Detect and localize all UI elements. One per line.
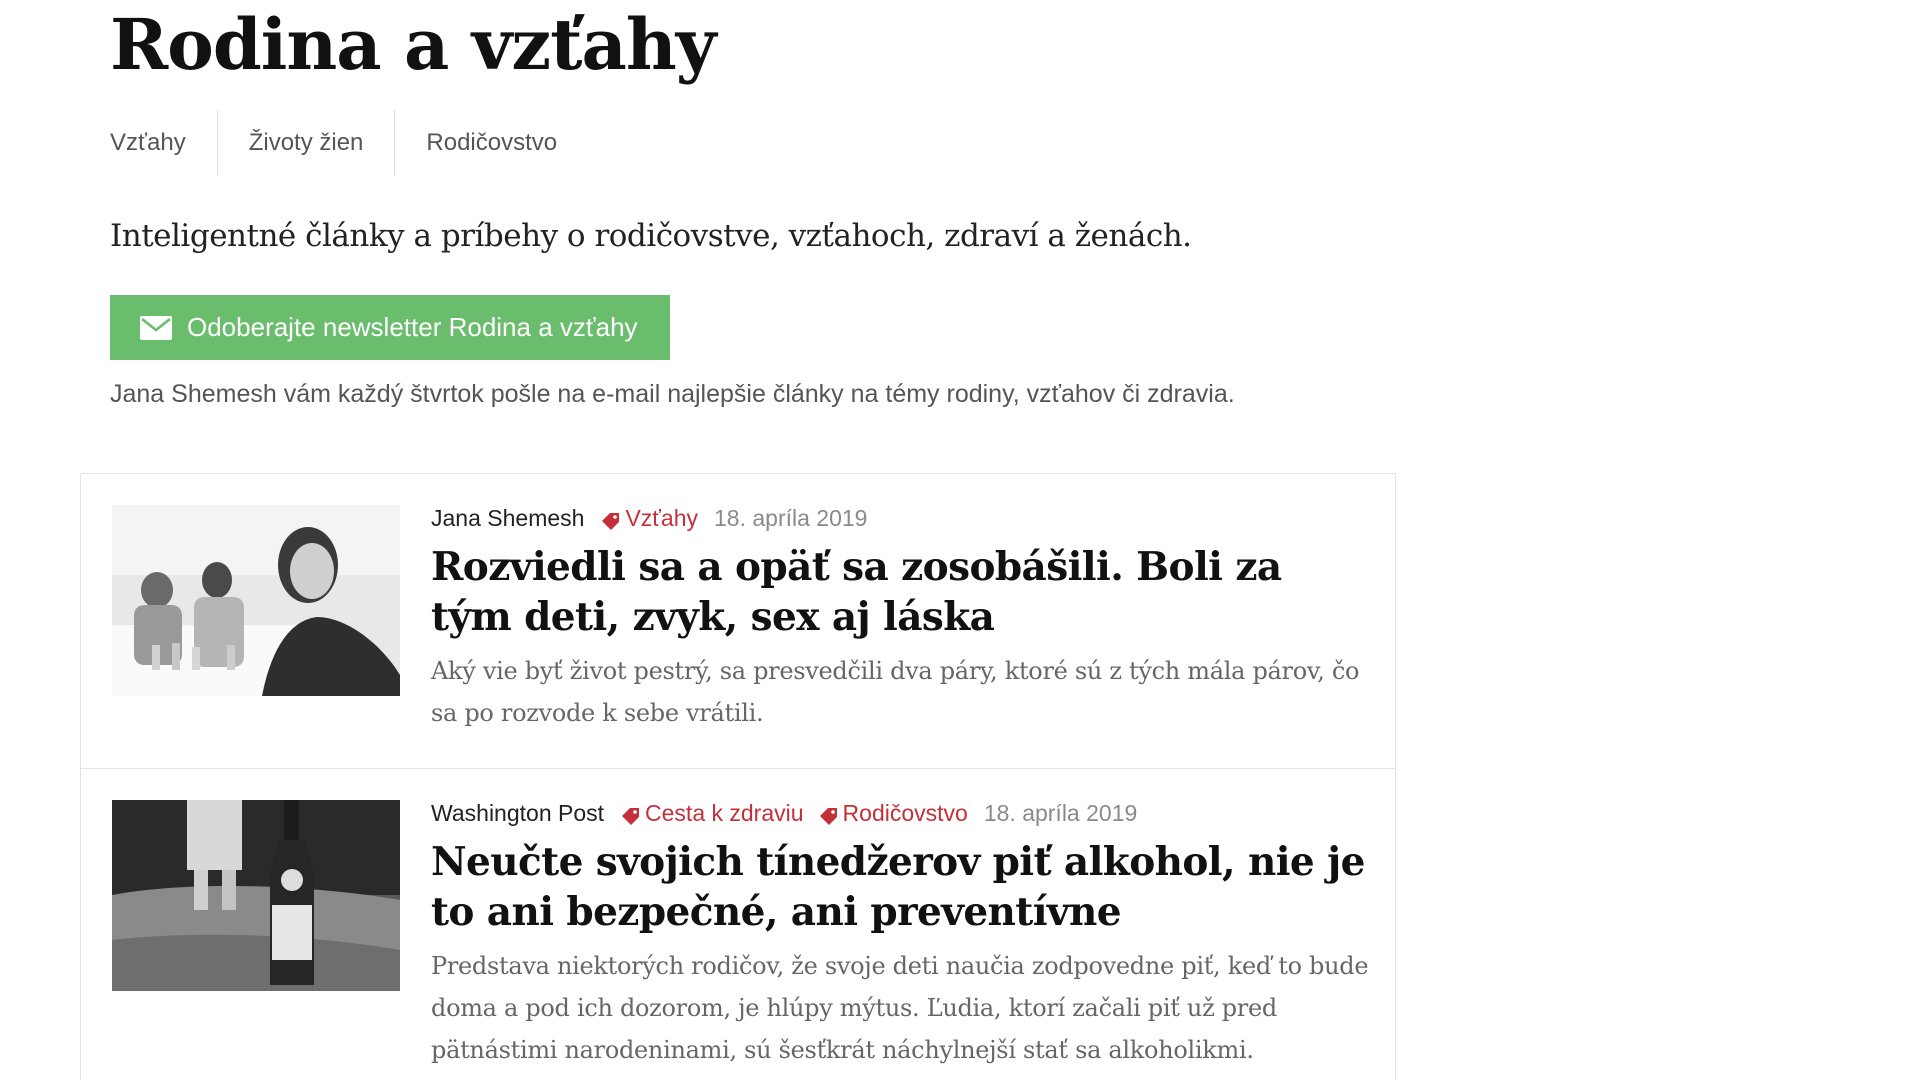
wedding-table-photo [112,505,400,696]
article-body [431,795,1371,1071]
beer-bottle-photo [112,800,400,991]
envelope-icon [140,316,172,340]
article-tag[interactable] [602,505,698,532]
article-tag[interactable] [820,800,968,827]
article-title[interactable]: Rozviedli sa a opäť sa zosobášili. Boli za tým deti, zvyk, sex aj láska [431,544,1282,640]
newsletter-subscribe-button[interactable] [110,295,670,360]
article-meta [431,795,1371,831]
subnav-item-rodicovstvo[interactable]: Rodičovstvo [394,110,588,176]
article-item[interactable] [81,769,1395,1063]
article-tag-label: Cesta k zdraviu [645,799,804,826]
newsletter-note: Jana Shemesh vám každý štvrtok pošle na e-mail najlepšie články na témy rodiny, vzťahov či zdravia. [110,380,1235,408]
article-body [431,500,1371,734]
newsletter-button-label: Odoberajte newsletter Rodina a vzťahy [187,312,638,342]
tag-icon [820,804,838,822]
article-meta [431,500,1371,536]
tag-icon [602,509,620,527]
article-thumbnail[interactable] [112,800,400,991]
article-title[interactable]: Neučte svojich tínedžerov piť alkohol, nie je to ani bezpečné, ani preventívne [431,839,1365,935]
article-list [80,473,1396,1080]
article-author[interactable]: Jana Shemesh [431,504,585,531]
article-tag-label: Vzťahy [625,504,698,531]
page-title: Rodina a vzťahy [110,3,716,86]
article-perex: Aký vie byť život pestrý, sa presvedčili dva páry, ktoré sú z tých mála párov, čo sa po rozvode k sebe vrátili. [431,657,1360,727]
article-tag-label: Rodičovstvo [842,799,968,826]
article-item[interactable] [81,474,1395,769]
tag-icon [622,804,640,822]
article-thumbnail[interactable] [112,505,400,696]
section-subnav [110,110,588,176]
article-date: 18. apríla 2019 [983,799,1138,826]
subnav-item-vztahy[interactable]: Vzťahy [110,129,186,156]
article-perex: Predstava niektorých rodičov, že svoje deti naučia zodpovedne piť, keď to bude doma a pod ich dozorom, je hlúpy mýtus. Ľudia, ktorí začali piť už pred pätnástimi narodeninami, sú šesťkrát náchylnejší stať sa alkoholikmi. [431,952,1369,1064]
article-author[interactable]: Washington Post [431,799,605,826]
article-date: 18. apríla 2019 [714,504,868,531]
section-description: Inteligentné články a príbehy o rodičovstve, vzťahoch, zdraví a ženách. [110,218,1192,254]
article-tag[interactable] [622,800,804,827]
subnav-item-zivoty-zien[interactable]: Životy žien [217,110,395,176]
